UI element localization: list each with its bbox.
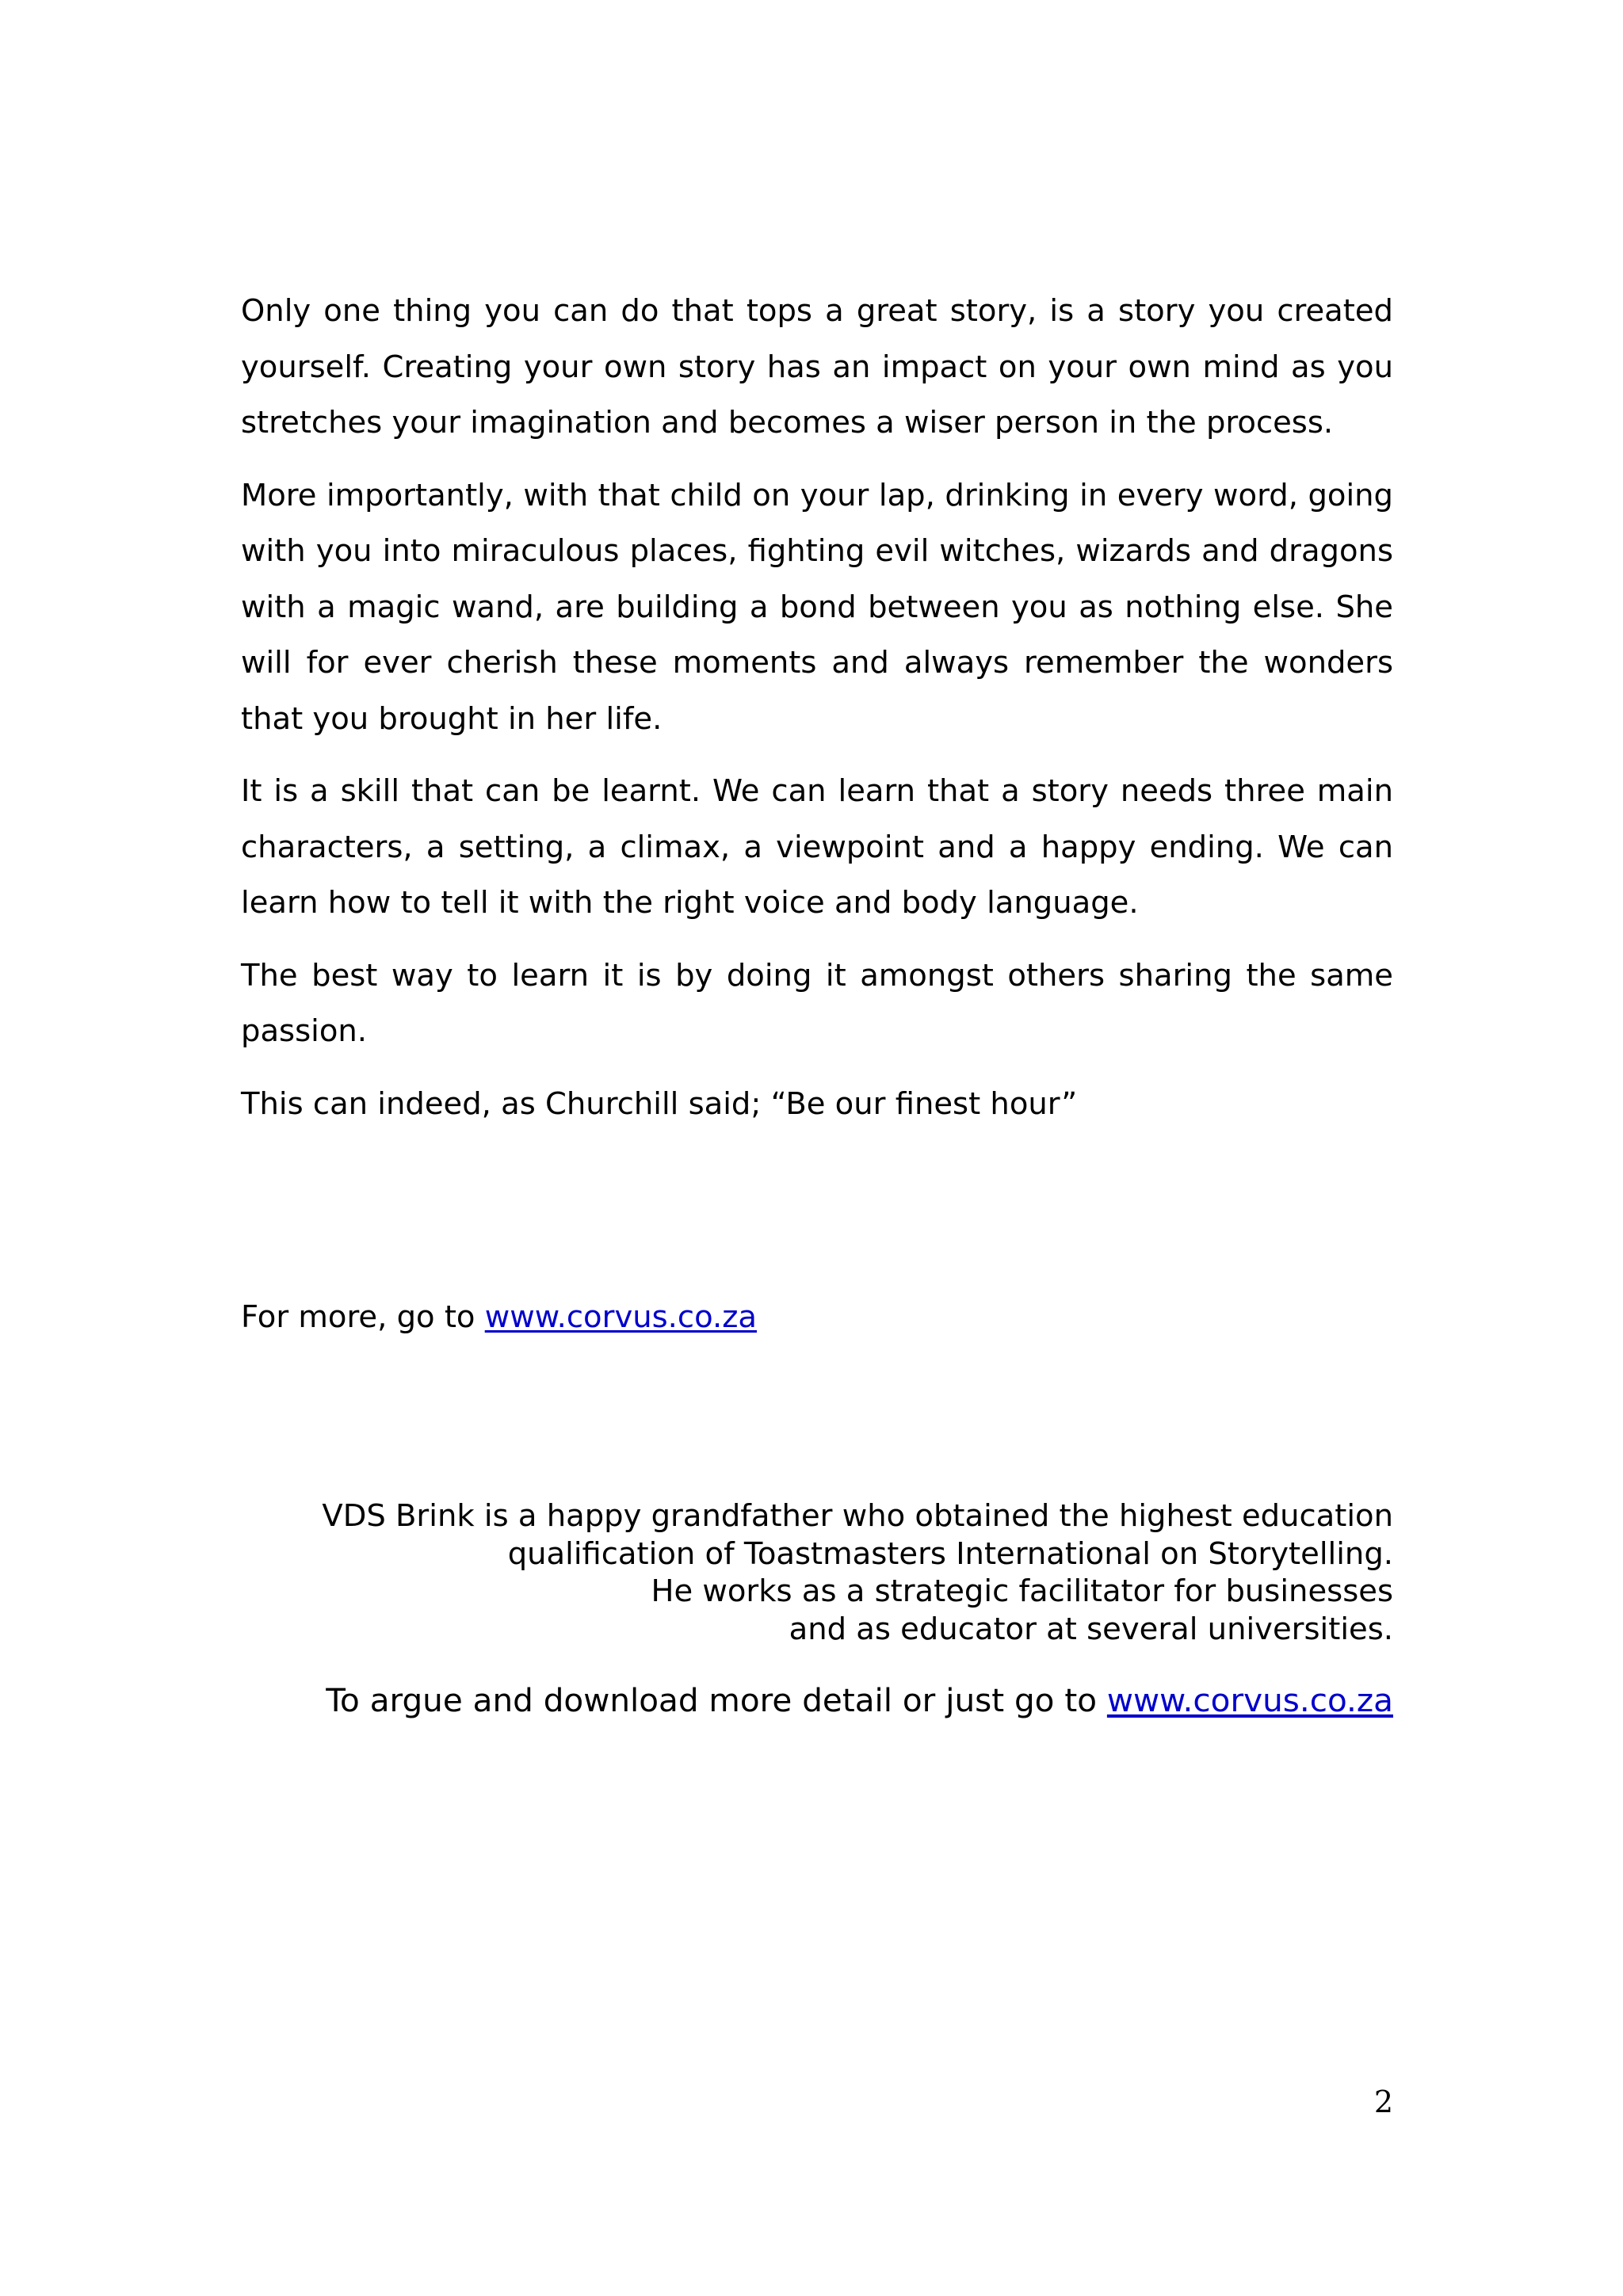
bio-line: and as educator at several universities. xyxy=(789,1611,1393,1647)
argue-line xyxy=(125,1678,1393,1722)
body-text xyxy=(241,284,1393,1149)
paragraph-2: More importantly, with that child on your lap, drinking in every word, going with you into miraculous places, fighting evil witches, wizards and dragons with a magic wand, are building a bond between you as nothing else. She will for ever cherish these moments and always remember the wonders that you brought in her life. xyxy=(241,477,1393,737)
corvus-link-footer[interactable]: www.corvus.co.za xyxy=(1106,1681,1393,1719)
bio-line: qualification of Toastmasters International on Storytelling. xyxy=(507,1535,1393,1572)
corvus-link[interactable]: www.corvus.co.za xyxy=(484,1299,758,1335)
argue-prefix: To argue and download more detail or just go to xyxy=(326,1681,1107,1719)
page-number: 2 xyxy=(1373,2084,1393,2119)
paragraph-1: Only one thing you can do that tops a great story, is a story you created yourself. Creating your own story has an impact on your own mind as you stretches your imagination and becomes a wiser person in the process. xyxy=(241,293,1393,441)
paragraph-5: This can indeed, as Churchill said; “Be our finest hour” xyxy=(241,1085,1078,1122)
paragraph-3: It is a skill that can be learnt. We can learn that a story needs three main characters, a setting, a climax, a viewpoint and a happy ending. We can learn how to tell it with the right voice and body language. xyxy=(241,773,1393,921)
bio-line: VDS Brink is a happy grandfather who obtained the highest education xyxy=(322,1498,1393,1534)
more-info-line xyxy=(241,1290,757,1345)
more-info-prefix: For more, go to xyxy=(241,1299,485,1335)
bio-line: He works as a strategic facilitator for businesses xyxy=(651,1573,1393,1609)
author-bio xyxy=(204,1497,1393,1648)
paragraph-4: The best way to learn it is by doing it amongst others sharing the same passion. xyxy=(241,957,1393,1049)
